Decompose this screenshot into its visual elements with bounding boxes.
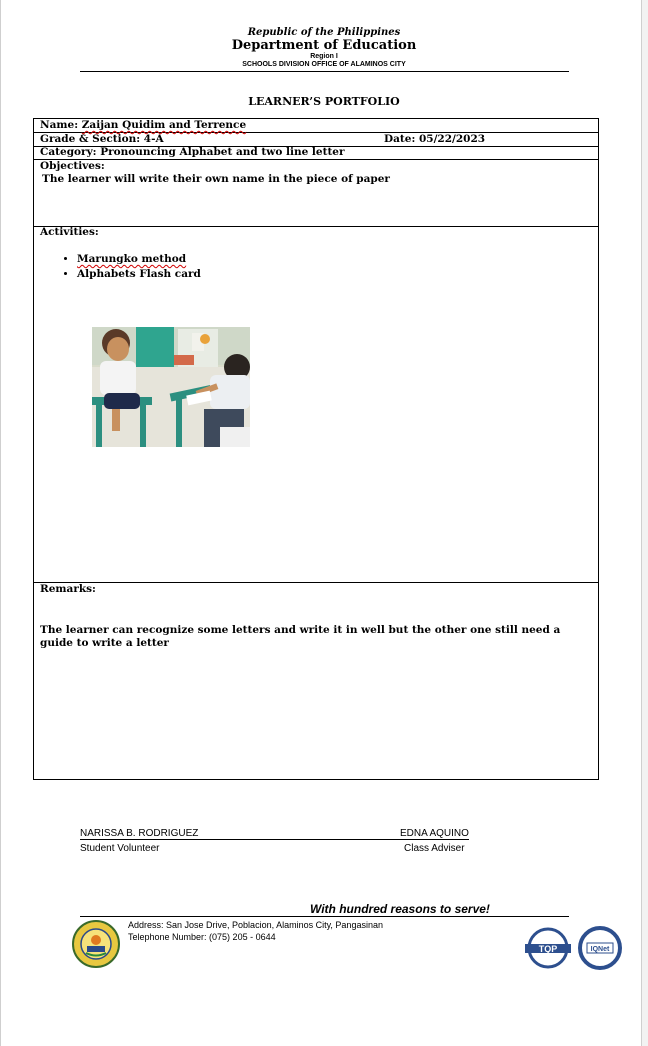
signature-line [80, 839, 469, 840]
name-value: Zaijan Quidim and Terrence [81, 119, 247, 131]
deped-division-seal-icon [72, 920, 120, 972]
date-label: Date: [384, 133, 416, 145]
grade-label: Grade & Section: [40, 133, 141, 145]
classroom-photo-image [92, 327, 250, 447]
activities-list [60, 252, 201, 282]
address-text: Address: San Jose Drive, Poblacion, Alaminos City, Pangasinan [128, 920, 383, 930]
right-signatory-name: EDNA AQUINO [400, 828, 469, 839]
motto: With hundred reasons to serve! [310, 902, 490, 916]
remarks-text: The learner can recognize some letters and write it in well but the other one still need a guide to write a letter [40, 624, 561, 649]
portfolio-table [33, 118, 599, 780]
tqp-certification-icon [523, 927, 573, 973]
objectives-text: The learner will write their own name in the piece of paper [42, 173, 390, 185]
telephone-text: Telephone Number: (075) 205 - 0644 [128, 932, 276, 942]
grade-row [34, 133, 598, 147]
activities-divider [34, 582, 598, 583]
right-signatory-role: Class Adviser [404, 843, 465, 854]
category-value: Pronouncing Alphabet and two line letter [100, 146, 345, 158]
svg-text:TQP: TQP [538, 944, 558, 954]
category-row [34, 147, 598, 160]
objectives-row [34, 160, 598, 227]
name-row [34, 119, 598, 133]
left-signatory-name: NARISSA B. RODRIGUEZ [80, 828, 199, 839]
classroom-photo [92, 327, 250, 447]
date-value: 05/22/2023 [418, 133, 486, 145]
document-title: LEARNER’S PORTFOLIO [248, 95, 400, 108]
objectives-label: Objectives: [40, 160, 105, 172]
activity-item: • Marungko method [77, 252, 201, 266]
page-scroll-gutter [642, 0, 648, 1046]
region-heading: Region I [310, 53, 338, 60]
page-left-edge [0, 0, 1, 1046]
header-divider [80, 71, 569, 72]
left-signatory-role: Student Volunteer [80, 843, 160, 854]
remarks-label: Remarks: [40, 583, 96, 595]
svg-text:IQNet: IQNet [590, 946, 610, 953]
footer-divider [80, 916, 569, 917]
republic-heading: Republic of the Philippines [247, 27, 401, 38]
activity-item: • Alphabets Flash card [77, 267, 201, 281]
department-heading: Department of Education [231, 38, 417, 53]
division-heading: SCHOOLS DIVISION OFFICE OF ALAMINOS CITY [242, 61, 406, 68]
iqnet-certified-icon [578, 926, 622, 974]
name-label: Name: [40, 119, 79, 131]
grade-value: 4-A [143, 133, 164, 145]
category-label: Category: [40, 146, 97, 158]
activities-label: Activities: [40, 226, 99, 238]
